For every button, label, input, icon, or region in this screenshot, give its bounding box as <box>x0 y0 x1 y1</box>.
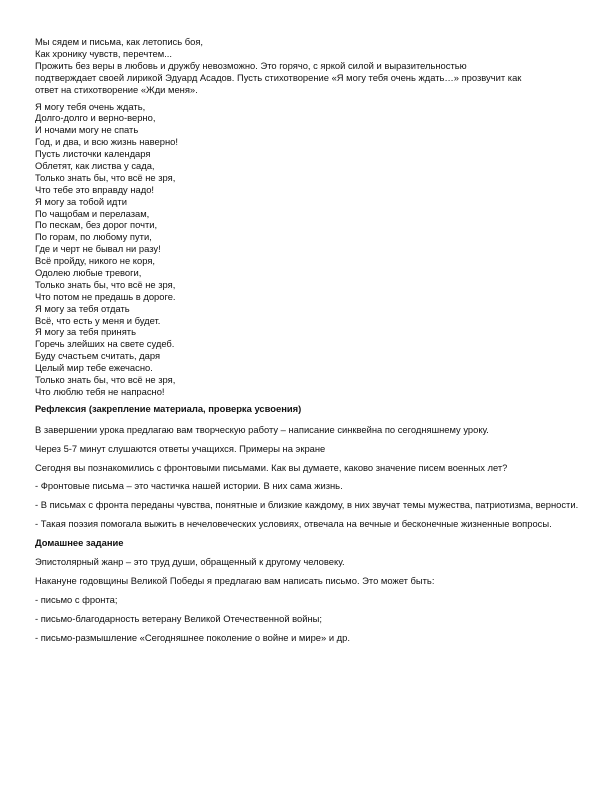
poem-line: Всё, что есть у меня и будет. <box>35 314 161 326</box>
poem-line: Год, и два, и всю жизнь наверно! <box>35 136 178 148</box>
intro-line: Как хронику чувств, перечтем... <box>35 47 172 59</box>
poem-line: Всё пройду, никого не коря, <box>35 255 156 267</box>
homework-paragraph: Эпистолярный жанр – это труд души, обращенный к другому человеку. <box>35 556 345 568</box>
poem-line: Только знать бы, что всё не зря, <box>35 171 176 183</box>
poem-line: Только знать бы, что всё не зря, <box>35 278 176 290</box>
poem-line: Долго-долго и верно-верно, <box>35 112 156 124</box>
poem-line: Пусть листочки календаря <box>35 148 151 160</box>
homework-heading: Домашнее задание <box>35 537 124 549</box>
intro-line: Мы сядем и письма, как летопись боя, <box>35 36 204 47</box>
intro-line: ответ на стихотворение «Жди меня». <box>35 83 198 95</box>
poem-line: Что потом не предашь в дороге. <box>35 290 176 302</box>
reflection-heading: Рефлексия (закрепление материала, проверка усвоения) <box>35 402 302 414</box>
reflection-paragraph: Сегодня вы познакомились с фронтовыми письмами. Как вы думаете, каково значение писем военных лет? <box>35 461 508 473</box>
document-page <box>35 36 580 651</box>
poem-line: Я могу за тебя отдать <box>35 302 130 314</box>
poem-line: Где и черт не бывал ни разу! <box>35 243 161 255</box>
poem-line: По пескам, без дорог почти, <box>35 219 158 231</box>
reflection-paragraph: - Фронтовые письма – это частичка нашей истории. В них сама жизнь. <box>35 480 343 492</box>
poem-line: Одолею любые тревоги, <box>35 267 142 278</box>
homework-list-item: - письмо с фронта; <box>35 593 118 605</box>
poem <box>35 101 580 398</box>
poem-line: По чащобам и перелазам, <box>35 207 150 219</box>
poem-line: По горам, по любому пути, <box>35 231 152 243</box>
intro-line: Прожить без веры в любовь и дружбу невозможно. Это горячо, с яркой силой и выразительностью <box>35 59 467 71</box>
homework-paragraph: Накануне годовщины Великой Победы я предлагаю вам написать письмо. Это может быть: <box>35 574 435 586</box>
reflection-paragraph: - В письмах с фронта переданы чувства, понятные и близкие каждому, в них звучат темы мужества, патриотизма, верности. <box>35 499 579 511</box>
poem-line: Что тебе это вправду надо! <box>35 183 155 195</box>
poem-line: Целый мир тебе ежечасно. <box>35 362 153 374</box>
poem-line: Я могу тебя очень ждать, <box>35 100 146 112</box>
intro-block <box>35 36 580 96</box>
homework-list-item: - письмо-размышление «Сегодняшнее поколение о войне и мире» и др. <box>35 631 350 643</box>
poem-line: Буду счастьем считать, даря <box>35 350 161 362</box>
poem-line: Горечь злейших на свете судеб. <box>35 338 175 350</box>
poem-line: Что люблю тебя не напрасно! <box>35 385 165 397</box>
homework-list-item: - письмо-благодарность ветерану Великой Отечественной войны; <box>35 612 323 624</box>
poem-line: Только знать бы, что всё не зря, <box>35 374 176 386</box>
reflection-paragraph: - Такая поэзия помогала выжить в нечеловеческих условиях, отвечала на вечные и бесконечные жизненные вопросы. <box>35 518 552 530</box>
intro-line: подтверждает своей лирикой Эдуард Асадов. Пусть стихотворение «Я могу тебя очень ждать…» прозвучит как <box>35 71 522 83</box>
poem-line: Я могу за тебя принять <box>35 326 136 338</box>
reflection-paragraph: Через 5-7 минут слушаются ответы учащихся. Примеры на экране <box>35 442 326 454</box>
reflection-paragraph: В завершении урока предлагаю вам творческую работу – написание синквейна по сегодняшнему уроку. <box>35 423 489 435</box>
poem-line: И ночами могу не спать <box>35 124 139 136</box>
poem-line: Я могу за тобой идти <box>35 195 127 207</box>
poem-line: Облетят, как листва у сада, <box>35 159 155 171</box>
